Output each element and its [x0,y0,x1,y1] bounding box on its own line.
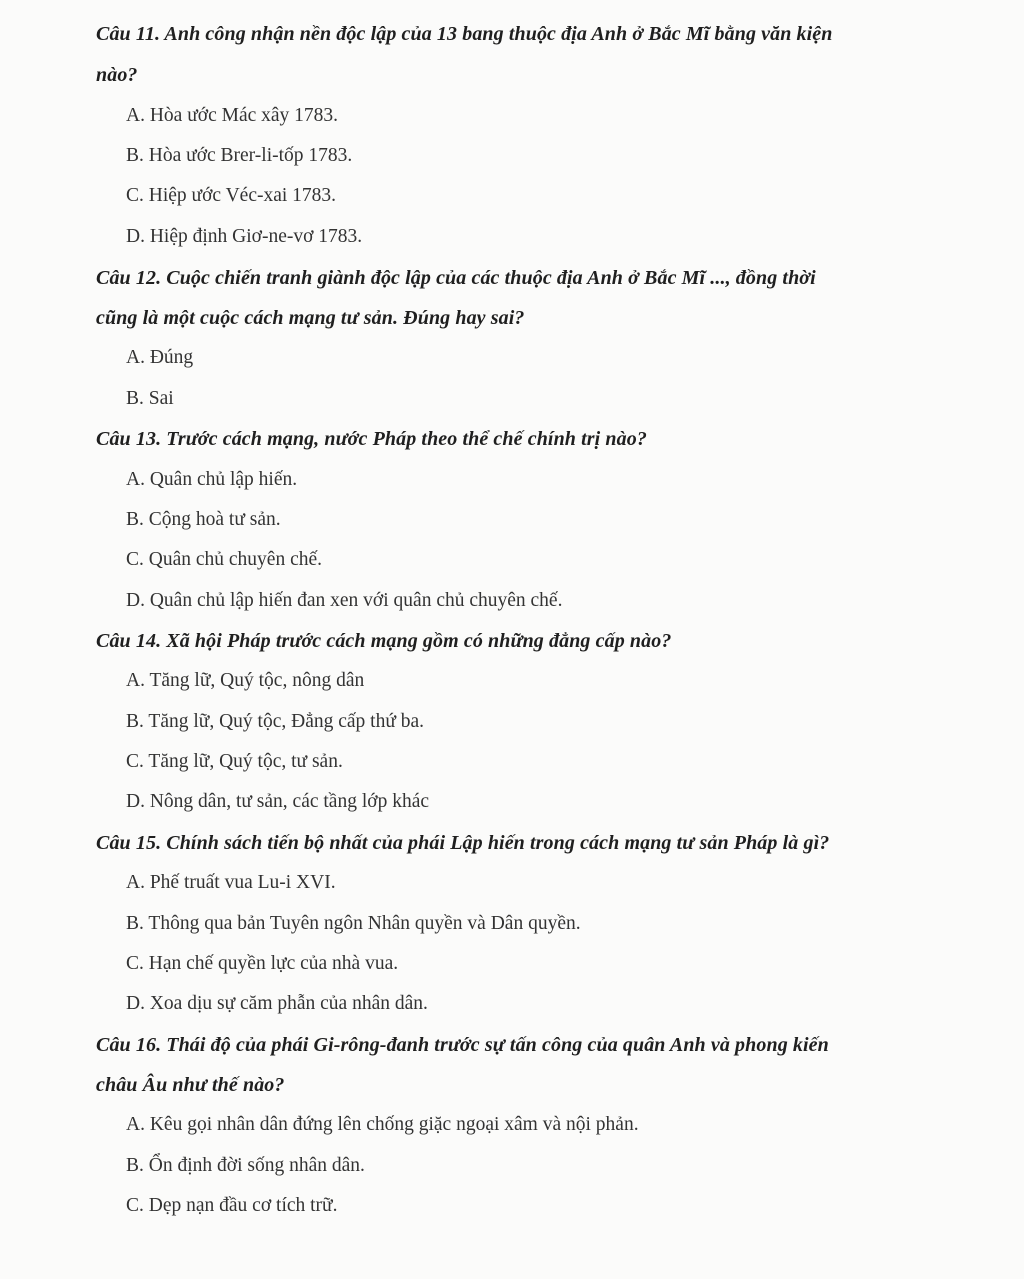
question-16-option-a: A. Kêu gọi nhân dân đứng lên chống giặc ngoại xâm và nội phản. [126,1114,639,1135]
question-13-line-1: Câu 13. Trước cách mạng, nước Pháp theo thể chế chính trị nào? [96,428,647,450]
question-13-option-b: B. Cộng hoà tư sản. [126,509,281,530]
question-15-option-a: A. Phế truất vua Lu-i XVI. [126,872,336,893]
question-11-option-a: A. Hòa ước Mác xây 1783. [126,105,339,126]
question-11-option-d: D. Hiệp định Giơ-ne-vơ 1783. [126,226,363,247]
question-12-line-1: Câu 12. Cuộc chiến tranh giành độc lập của các thuộc địa Anh ở Bắc Mĩ ..., đồng thời [96,267,816,289]
question-16-option-c: C. Dẹp nạn đầu cơ tích trữ. [126,1195,338,1216]
question-11-line-1: Câu 11. Anh công nhận nền độc lập của 13 bang thuộc địa Anh ở Bắc Mĩ bằng văn kiện [96,23,833,45]
question-12-option-a: A. Đúng [126,347,194,368]
question-12-line-2: cũng là một cuộc cách mạng tư sản. Đúng hay sai? [96,307,525,329]
question-14-option-d: D. Nông dân, tư sản, các tầng lớp khác [126,791,430,812]
question-11-option-c: C. Hiệp ước Véc-xai 1783. [126,185,337,206]
question-15-option-d: D. Xoa dịu sự căm phẫn của nhân dân. [126,993,428,1014]
question-15-line-1: Câu 15. Chính sách tiến bộ nhất của phái Lập hiến trong cách mạng tư sản Pháp là gì? [96,832,830,854]
question-16-line-1: Câu 16. Thái độ của phái Gi-rông-đanh trước sự tấn công của quân Anh và phong kiến [96,1034,829,1056]
question-15-option-c: C. Hạn chế quyền lực của nhà vua. [126,953,399,974]
question-13-option-d: D. Quân chủ lập hiến đan xen với quân chủ chuyên chế. [126,590,563,611]
question-14-option-b: B. Tăng lữ, Quý tộc, Đẳng cấp thứ ba. [126,711,425,732]
question-14-line-1: Câu 14. Xã hội Pháp trước cách mạng gồm có những đẳng cấp nào? [96,630,672,652]
question-13-option-a: A. Quân chủ lập hiến. [126,469,298,490]
question-14-option-a: A. Tăng lữ, Quý tộc, nông dân [126,670,365,691]
question-13-option-c: C. Quân chủ chuyên chế. [126,549,323,570]
question-12-option-b: B. Sai [126,388,174,409]
question-11-line-2: nào? [96,64,138,86]
question-16-option-b: B. Ổn định đời sống nhân dân. [126,1155,365,1176]
question-14-option-c: C. Tăng lữ, Quý tộc, tư sản. [126,751,343,772]
question-15-option-b: B. Thông qua bản Tuyên ngôn Nhân quyền và Dân quyền. [126,913,581,934]
question-11-option-b: B. Hòa ước Brer-li-tốp 1783. [126,145,353,166]
question-16-line-2: châu Âu như thế nào? [96,1074,285,1096]
